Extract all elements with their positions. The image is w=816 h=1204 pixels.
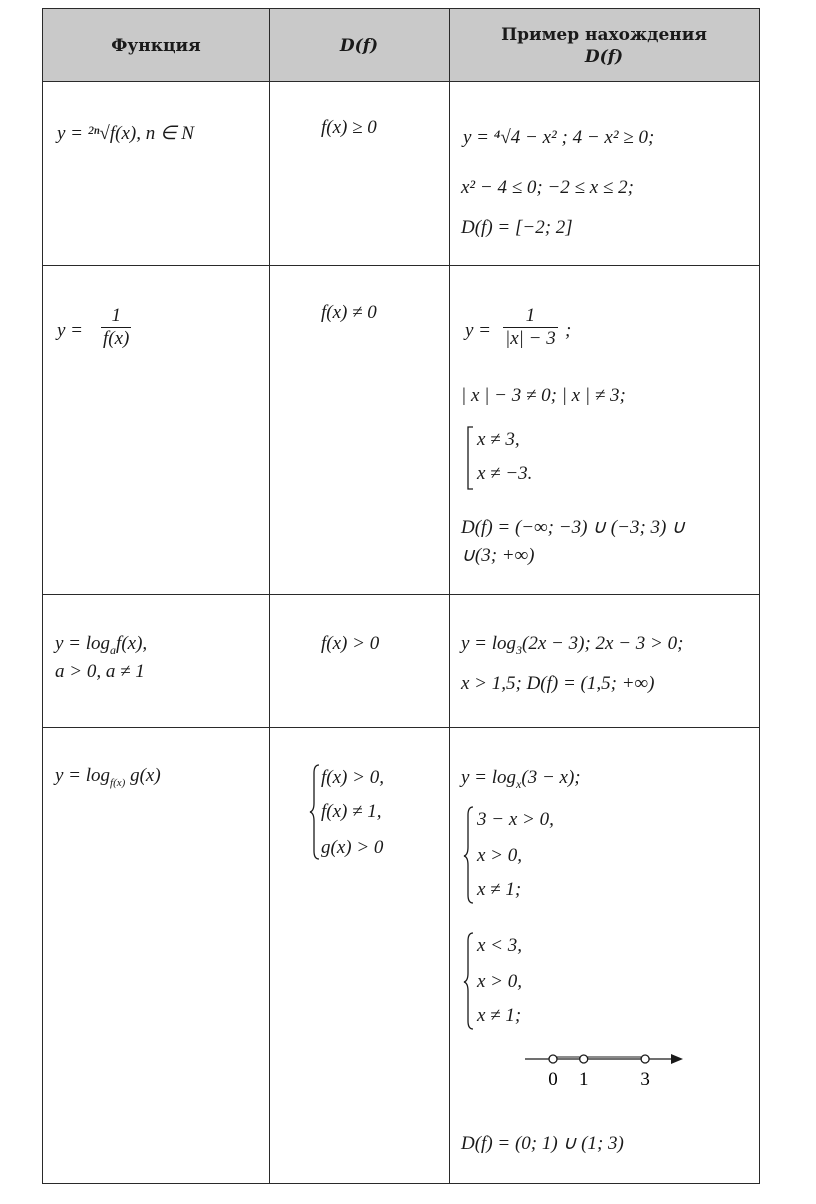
row2-function-denominator: f(x) bbox=[103, 328, 130, 349]
row1-example-line3: D(f) = [−2; 2] bbox=[461, 217, 573, 238]
row4-system2-line3: x ≠ 1; bbox=[477, 1005, 522, 1026]
row2-example-fraction bbox=[503, 305, 558, 350]
number-line-label: 0 bbox=[548, 1069, 558, 1090]
row2-system-line2: x ≠ −3. bbox=[477, 463, 533, 484]
row2-bracket bbox=[465, 425, 475, 491]
row3-example-line2: x > 1,5; D(f) = (1,5; +∞) bbox=[461, 673, 655, 694]
row-divider-2 bbox=[43, 594, 759, 595]
row4-system1-brace bbox=[463, 805, 475, 905]
row2-function-fraction bbox=[101, 305, 131, 350]
number-line bbox=[523, 1045, 693, 1095]
domain-table bbox=[42, 8, 760, 1184]
number-line-label: 3 bbox=[640, 1069, 650, 1090]
row4-example-line1: $y = \log_x(3 - x)$; bbox=[461, 767, 581, 791]
row-divider-3 bbox=[43, 727, 759, 728]
row4-system2-line1: x < 3, bbox=[477, 935, 523, 956]
column-divider-1 bbox=[269, 9, 270, 1183]
row2-function-lhs: y = bbox=[57, 320, 84, 341]
row2-example-lhs: y = bbox=[465, 320, 492, 341]
number-line-label: 1 bbox=[578, 1069, 589, 1090]
row2-example-denominator: |x| − 3 bbox=[505, 328, 556, 349]
number-line-point bbox=[549, 1055, 557, 1063]
row4-system2-brace bbox=[463, 931, 475, 1031]
row4-system1-line1: 3 − x > 0, bbox=[477, 809, 554, 830]
row2-system-line1: x ≠ 3, bbox=[477, 429, 520, 450]
number-line-point bbox=[580, 1055, 588, 1063]
row2-example-semicolon: ; bbox=[565, 320, 572, 341]
header-domain: D(f) bbox=[339, 35, 379, 56]
row3-example-line1: $y = \log_3(2x - 3)$; 2x − 3 > 0; bbox=[461, 633, 684, 657]
row4-domain-brace bbox=[309, 763, 321, 861]
row2-example-numerator: 1 bbox=[503, 305, 558, 328]
row3-function-line2: a > 0, a ≠ 1 bbox=[55, 661, 145, 682]
row2-example-result-cont: ∪(3; +∞) bbox=[461, 545, 535, 566]
row3-function-line1: $y = \log_af(x)$, bbox=[55, 633, 148, 657]
column-divider-2 bbox=[449, 9, 450, 1183]
row2-function-numerator: 1 bbox=[101, 305, 131, 328]
row4-system2-line2: x > 0, bbox=[477, 971, 523, 992]
row-divider-1 bbox=[43, 265, 759, 266]
row1-example-line2: x² − 4 ≤ 0; −2 ≤ x ≤ 2; bbox=[461, 177, 634, 198]
row4-example-result: D(f) = (0; 1) ∪ (1; 3) bbox=[461, 1133, 624, 1154]
row2-example-result: D(f) = (−∞; −3) ∪ (−3; 3) ∪ bbox=[461, 517, 686, 538]
row4-function: $y = \log_{f(x)} g(x)$ bbox=[55, 765, 161, 789]
row4-system1-line3: x ≠ 1; bbox=[477, 879, 522, 900]
row2-domain: f(x) ≠ 0 bbox=[321, 302, 377, 323]
row4-domain-line2: f(x) ≠ 1, bbox=[321, 801, 382, 822]
header-example: Пример нахождения D(f) bbox=[501, 24, 707, 67]
number-line-point bbox=[641, 1055, 649, 1063]
row3-domain: f(x) > 0 bbox=[321, 633, 380, 654]
row2-example-line2: | x | − 3 ≠ 0; | x | ≠ 3; bbox=[461, 385, 626, 406]
row4-domain-line1: f(x) > 0, bbox=[321, 767, 384, 788]
header-function: Функция bbox=[111, 35, 201, 56]
row4-domain-line3: g(x) > 0 bbox=[321, 837, 384, 858]
row1-function: y = ²ⁿ√f(x), n ∈ N bbox=[57, 123, 194, 144]
row4-system1-line2: x > 0, bbox=[477, 845, 523, 866]
row1-domain: f(x) ≥ 0 bbox=[321, 117, 377, 138]
row1-example-line1: y = ⁴√4 − x² ; 4 − x² ≥ 0; bbox=[463, 127, 655, 148]
